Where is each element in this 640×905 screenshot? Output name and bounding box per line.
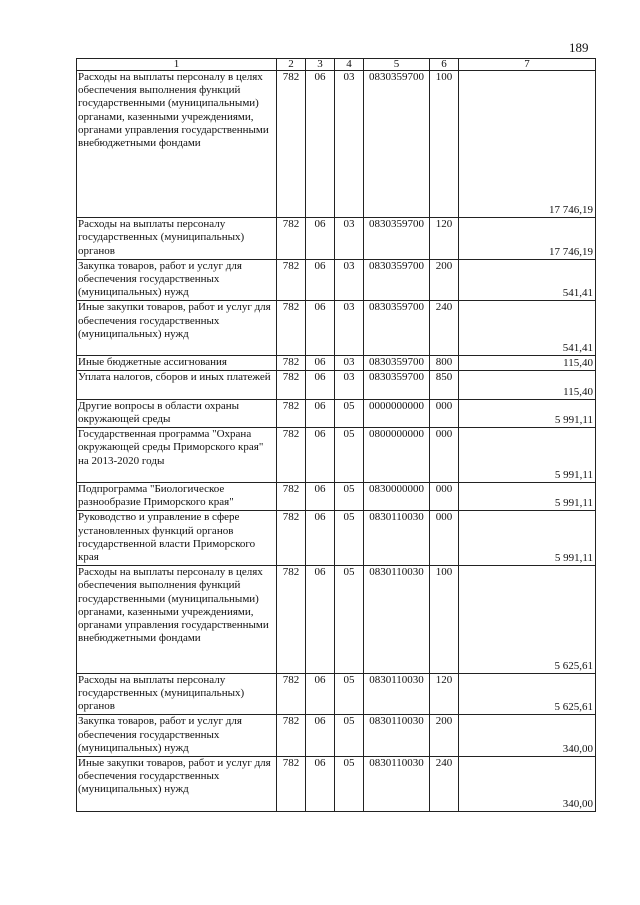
table-row [77, 428, 596, 483]
header-cell: 2 [277, 59, 306, 71]
table-row [77, 399, 596, 427]
table-row [77, 259, 596, 301]
code-subsection-cell: 03 [335, 356, 364, 371]
item-name-cell: Подпрограмма "Биологическое разнообразие Приморского края" [77, 482, 277, 510]
amount-cell: 5 625,61 [459, 673, 596, 715]
table-row [77, 482, 596, 510]
code-expense-type-cell: 000 [430, 511, 459, 566]
code-target-cell: 0830110030 [364, 756, 430, 811]
code-ministry-cell: 782 [277, 259, 306, 301]
amount-cell: 5 625,61 [459, 566, 596, 674]
code-section-cell: 06 [306, 566, 335, 674]
item-name-cell: Расходы на выплаты персоналу государственных (муниципальных) органов [77, 673, 277, 715]
amount-cell: 5 991,11 [459, 428, 596, 483]
item-name-cell: Закупка товаров, работ и услуг для обеспечения государственных (муниципальных) нужд [77, 259, 277, 301]
code-section-cell: 06 [306, 371, 335, 399]
code-ministry-cell: 782 [277, 715, 306, 757]
item-name-cell: Руководство и управление в сфере установленных функций органов государственной власти Приморского края [77, 511, 277, 566]
code-target-cell: 0830110030 [364, 511, 430, 566]
item-name-cell: Уплата налогов, сборов и иных платежей [77, 371, 277, 399]
item-name-cell: Иные бюджетные ассигнования [77, 356, 277, 371]
code-subsection-cell: 05 [335, 511, 364, 566]
code-subsection-cell: 05 [335, 482, 364, 510]
table-row [77, 673, 596, 715]
amount-cell: 115,40 [459, 356, 596, 371]
amount-cell: 541,41 [459, 259, 596, 301]
code-section-cell: 06 [306, 399, 335, 427]
table-row [77, 301, 596, 356]
code-subsection-cell: 05 [335, 715, 364, 757]
code-ministry-cell: 782 [277, 511, 306, 566]
code-expense-type-cell: 000 [430, 482, 459, 510]
item-name-cell: Иные закупки товаров, работ и услуг для обеспечения государственных (муниципальных) нужд [77, 301, 277, 356]
item-name-cell: Государственная программа "Охрана окружающей среды Приморского края" на 2013-2020 годы [77, 428, 277, 483]
code-ministry-cell: 782 [277, 482, 306, 510]
header-cell: 6 [430, 59, 459, 71]
code-ministry-cell: 782 [277, 399, 306, 427]
code-section-cell: 06 [306, 482, 335, 510]
code-expense-type-cell: 200 [430, 715, 459, 757]
code-ministry-cell: 782 [277, 371, 306, 399]
item-name-cell: Расходы на выплаты персоналу в целях обеспечения выполнения функций государственными (муниципальными) органами, казенными учреждениями, органами управления государственными внебюджетными фондами [77, 71, 277, 218]
amount-cell: 17 746,19 [459, 218, 596, 260]
budget-table [76, 58, 596, 812]
table-row [77, 756, 596, 811]
code-section-cell: 06 [306, 356, 335, 371]
item-name-cell: Иные закупки товаров, работ и услуг для обеспечения государственных (муниципальных) нужд [77, 756, 277, 811]
table-row [77, 371, 596, 399]
code-target-cell: 0830359700 [364, 259, 430, 301]
item-name-cell: Расходы на выплаты персоналу в целях обеспечения выполнения функций государственными (муниципальными) органами, казенными учреждениями, органами управления государственными внебюджетными фондами [77, 566, 277, 674]
table-row [77, 566, 596, 674]
code-section-cell: 06 [306, 71, 335, 218]
table-row [77, 71, 596, 218]
code-section-cell: 06 [306, 673, 335, 715]
code-subsection-cell: 03 [335, 371, 364, 399]
code-expense-type-cell: 240 [430, 301, 459, 356]
header-cell: 1 [77, 59, 277, 71]
header-cell: 3 [306, 59, 335, 71]
code-target-cell: 0000000000 [364, 399, 430, 427]
table-row [77, 356, 596, 371]
code-ministry-cell: 782 [277, 428, 306, 483]
code-section-cell: 06 [306, 301, 335, 356]
code-subsection-cell: 05 [335, 756, 364, 811]
code-expense-type-cell: 000 [430, 428, 459, 483]
amount-cell: 115,40 [459, 371, 596, 399]
code-ministry-cell: 782 [277, 566, 306, 674]
code-subsection-cell: 05 [335, 399, 364, 427]
code-section-cell: 06 [306, 756, 335, 811]
table-row [77, 715, 596, 757]
code-section-cell: 06 [306, 511, 335, 566]
code-target-cell: 0830110030 [364, 673, 430, 715]
item-name-cell: Закупка товаров, работ и услуг для обеспечения государственных (муниципальных) нужд [77, 715, 277, 757]
code-ministry-cell: 782 [277, 218, 306, 260]
code-expense-type-cell: 850 [430, 371, 459, 399]
amount-cell: 5 991,11 [459, 399, 596, 427]
code-subsection-cell: 05 [335, 566, 364, 674]
code-target-cell: 0830359700 [364, 301, 430, 356]
code-ministry-cell: 782 [277, 301, 306, 356]
code-subsection-cell: 05 [335, 428, 364, 483]
code-target-cell: 0830000000 [364, 482, 430, 510]
code-subsection-cell: 03 [335, 218, 364, 260]
code-target-cell: 0830110030 [364, 715, 430, 757]
code-target-cell: 0830359700 [364, 356, 430, 371]
code-section-cell: 06 [306, 259, 335, 301]
code-expense-type-cell: 100 [430, 71, 459, 218]
table-row [77, 511, 596, 566]
code-section-cell: 06 [306, 218, 335, 260]
code-expense-type-cell: 120 [430, 673, 459, 715]
amount-cell: 541,41 [459, 301, 596, 356]
code-expense-type-cell: 120 [430, 218, 459, 260]
code-expense-type-cell: 000 [430, 399, 459, 427]
amount-cell: 5 991,11 [459, 511, 596, 566]
code-ministry-cell: 782 [277, 756, 306, 811]
code-target-cell: 0800000000 [364, 428, 430, 483]
amount-cell: 340,00 [459, 756, 596, 811]
code-target-cell: 0830359700 [364, 71, 430, 218]
code-target-cell: 0830110030 [364, 566, 430, 674]
code-subsection-cell: 03 [335, 301, 364, 356]
code-subsection-cell: 03 [335, 71, 364, 218]
table-header-row [77, 59, 596, 71]
code-expense-type-cell: 200 [430, 259, 459, 301]
table-row [77, 218, 596, 260]
header-cell: 7 [459, 59, 596, 71]
amount-cell: 340,00 [459, 715, 596, 757]
code-ministry-cell: 782 [277, 356, 306, 371]
code-expense-type-cell: 240 [430, 756, 459, 811]
amount-cell: 17 746,19 [459, 71, 596, 218]
code-subsection-cell: 05 [335, 673, 364, 715]
code-section-cell: 06 [306, 715, 335, 757]
header-cell: 4 [335, 59, 364, 71]
code-expense-type-cell: 800 [430, 356, 459, 371]
code-target-cell: 0830359700 [364, 218, 430, 260]
amount-cell: 5 991,11 [459, 482, 596, 510]
header-cell: 5 [364, 59, 430, 71]
code-ministry-cell: 782 [277, 71, 306, 218]
item-name-cell: Другие вопросы в области охраны окружающей среды [77, 399, 277, 427]
code-target-cell: 0830359700 [364, 371, 430, 399]
code-expense-type-cell: 100 [430, 566, 459, 674]
code-subsection-cell: 03 [335, 259, 364, 301]
code-ministry-cell: 782 [277, 673, 306, 715]
code-section-cell: 06 [306, 428, 335, 483]
page-number: 189 [569, 40, 589, 55]
item-name-cell: Расходы на выплаты персоналу государственных (муниципальных) органов [77, 218, 277, 260]
